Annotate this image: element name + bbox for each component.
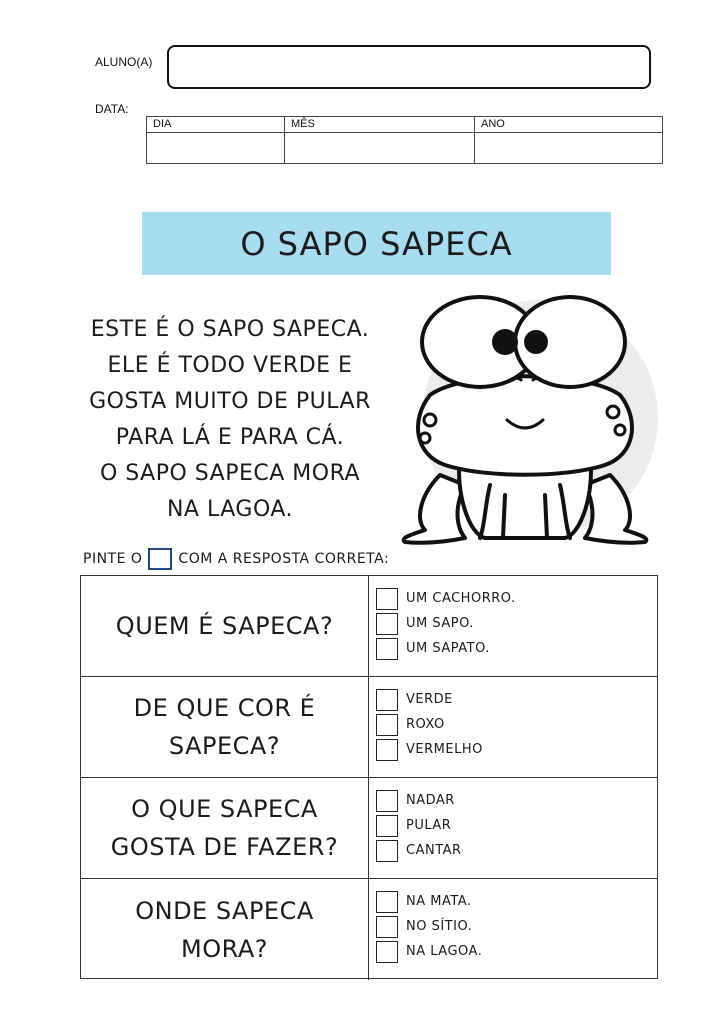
answer-options [376,788,462,863]
title-banner [142,212,611,275]
story-line: O SAPO SAPECA MORA [99,461,361,486]
question-row [81,778,657,879]
page-title: O SAPO SAPECA [240,224,513,263]
option: VERMELHO [376,737,483,762]
option: CANTAR [376,838,462,863]
month-field[interactable] [285,133,475,164]
answer-checkbox[interactable] [376,739,398,761]
answer-checkbox[interactable] [376,916,398,938]
date-column-day: DIA [147,117,285,133]
date-table [146,116,663,164]
option: NADAR [376,788,462,813]
checkbox-icon [148,548,172,570]
aluno-label: ALUNO(A) [95,55,153,69]
instruction [83,548,389,570]
story-line: ELE É TODO VERDE E [107,353,353,378]
option: UM SAPO. [376,611,516,636]
question-text: QUEM É SAPECA? [81,576,369,676]
student-name-field[interactable] [167,45,651,89]
instruction-before: PINTE O [83,551,143,567]
day-field[interactable] [147,133,285,164]
question-text: O QUE SAPECA GOSTA DE FAZER? [81,778,369,878]
option: VERDE [376,687,483,712]
answer-checkbox[interactable] [376,613,398,635]
question-row [81,576,657,677]
quiz-table [80,575,658,979]
story-line: NA LAGOA. [166,497,294,522]
option: NA LAGOA. [376,939,482,964]
answer-checkbox[interactable] [376,790,398,812]
answer-checkbox[interactable] [376,840,398,862]
story-line: GOSTA MUITO DE PULAR [89,389,371,414]
question-text: ONDE SAPECA MORA? [81,879,369,980]
option: NA MATA. [376,889,482,914]
option: PULAR [376,813,462,838]
story-line: ESTE É O SAPO SAPECA. [90,317,370,342]
answer-options [376,687,483,762]
question-text: DE QUE COR É SAPECA? [81,677,369,777]
story-text [80,312,380,528]
answer-checkbox[interactable] [376,891,398,913]
date-column-year: ANO [475,117,663,133]
answer-checkbox[interactable] [376,638,398,660]
question-row [81,879,657,980]
answer-checkbox[interactable] [376,588,398,610]
answer-checkbox[interactable] [376,815,398,837]
story-line: PARA LÁ E PARA CÁ. [115,425,345,450]
option: UM SAPATO. [376,636,516,661]
option: ROXO [376,712,483,737]
option: UM CACHORRO. [376,586,516,611]
frog-illustration [385,280,665,555]
answer-checkbox[interactable] [376,714,398,736]
answer-checkbox[interactable] [376,689,398,711]
answer-checkbox[interactable] [376,941,398,963]
answer-options [376,889,482,964]
year-field[interactable] [475,133,663,164]
date-column-month: MÊS [285,117,475,133]
instruction-after: COM A RESPOSTA CORRETA: [178,551,390,567]
question-row [81,677,657,778]
date-label: DATA: [95,102,129,116]
answer-options [376,586,516,661]
option: NO SÍTIO. [376,914,482,939]
